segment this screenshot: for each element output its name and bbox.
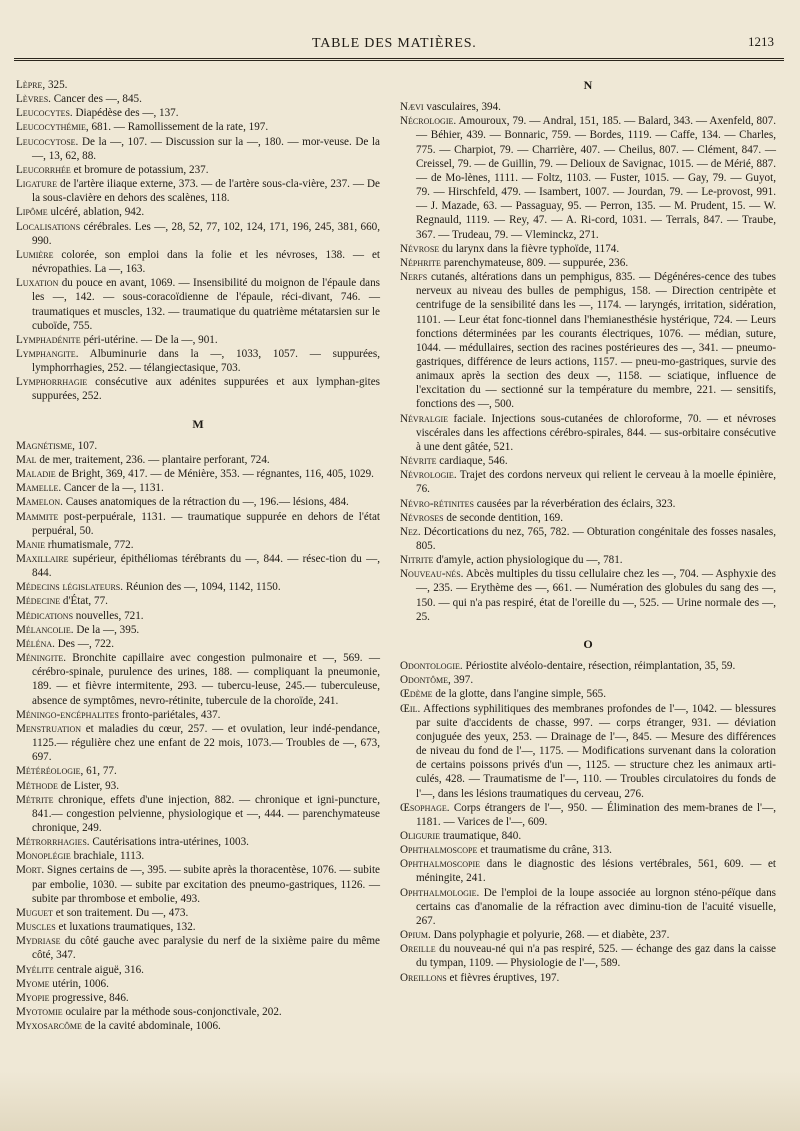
entry-text: cérébrales. Les —, 28, 52, 77, 102, 124, 171, 196, 245, 381, 660, 990. [32, 220, 380, 247]
index-entry [16, 651, 380, 708]
entry-text: Périostite alvéolo-dentaire, résection, réimplantation, 35, 59. [462, 660, 736, 673]
index-entry [16, 1005, 380, 1019]
entry-text: de la cavité abdominale, 1006. [81, 1020, 221, 1033]
entry-term: Manie [16, 538, 46, 551]
entry-term: Maxillaire [16, 553, 69, 565]
entry-term: Odontôme, [400, 674, 451, 687]
index-entry [400, 801, 776, 829]
entry-text: du pouce en avant, 1069. — Insensibilité du moignon de l'épaule dans les —, 142. — sous-coracoïdienne de l'épaule, réci-divant, 746. — traumatiques et muscles, 132. — traumatique du quatrième métatarsien sur le cuboïde, 755. [32, 277, 380, 332]
entry-text: colorée, son emploi dans la folie et les névroses, 138. — et névropathies. La —, 163. [32, 248, 380, 276]
entry-text: péri-utérine. — De la —, 901. [80, 333, 218, 346]
index-entry [16, 333, 380, 347]
entry-term: Ophthalmoscope [400, 844, 478, 857]
entry-term: Menstruation [16, 722, 82, 735]
entry-term: Mammite [16, 510, 59, 523]
index-entry [16, 220, 380, 248]
index-entry [16, 779, 380, 793]
index-entry [400, 412, 776, 454]
entry-term: Nerfs [400, 271, 428, 284]
entry-term: Leucocytes. [16, 107, 73, 120]
index-entry [400, 702, 776, 801]
index-entry [16, 764, 380, 778]
index-entry [400, 100, 776, 114]
index-entry [400, 687, 776, 701]
entry-text: et maladies du cœur, 257. — et ovulation, leur indé-pendance, 1125.— régulière chez une enfant de 22 mois, 1073.— Troubles de —, 673, 697. [32, 722, 380, 764]
entry-term: Leucorrhée [16, 163, 71, 176]
entry-term: Nævi [400, 101, 424, 114]
index-entry [16, 920, 380, 934]
header-rule [14, 58, 784, 61]
index-entry [400, 886, 776, 928]
entry-text: post-perpuérale, 1131. — traumatique suppurée en dehors de l'état perpuéral, 50. [32, 510, 380, 537]
entry-term: Mélancolie. [16, 623, 74, 636]
index-entry [400, 525, 776, 553]
index-entry [16, 92, 380, 106]
entry-text: Cancer de la —, 1131. [61, 482, 164, 495]
index-entry [16, 467, 380, 481]
index-entry [400, 928, 776, 942]
entry-text: et fièvres éruptives, 197. [446, 971, 560, 984]
entry-text: Réunion des —, 1094, 1142, 1150. [123, 581, 281, 594]
index-entry [400, 659, 776, 673]
index-entry [16, 991, 380, 1005]
index-entry [16, 481, 380, 495]
entry-term: Myélite [16, 963, 54, 976]
index-entry [16, 453, 380, 467]
entry-text: Trajet des cordons nerveux qui relient le cerveau à la moelle épinière, 76. [416, 469, 776, 496]
entry-text: De l'emploi de la loupe associée au lorgnon sténo-péïque dans certains cas d'anomalie de la réfraction avec diminu-tion de l'acuité visuelle, 267. [416, 886, 776, 927]
index-entry [16, 439, 380, 453]
entry-text: de l'artère iliaque externe, 373. — de l'artère sous-cla-vière, 237. — De la sous-clavière en dehors des scalènes, 118. [32, 178, 380, 205]
index-entry [400, 673, 776, 687]
index-entry [400, 553, 776, 567]
index-entry [16, 495, 380, 509]
entry-term: Muguet [16, 906, 54, 919]
entry-term: Mamelle. [16, 482, 62, 495]
entry-text: Abcès multiples du tissu cellulaire chez les —, 704. — Asphyxie des —, 235. — Erythème des —, 661. — Numération des globules du sang des —, 150. — qui n'a pas respiré, état de l'oreille du —, 525. — Urine normale des —, 25. [416, 568, 776, 623]
entry-text: 61, 77. [83, 765, 117, 778]
entry-term: Lèvres. [16, 93, 51, 106]
entry-term: Opium. [400, 929, 431, 942]
entry-term: Luxation [16, 277, 59, 290]
entry-text: du côté gauche avec paralysie du nerf de la sixième paire du même côté, 347. [32, 935, 380, 962]
entry-text: De la —, 395. [73, 623, 140, 636]
entry-term: Médications [16, 609, 74, 622]
entry-term: Mort. [16, 864, 45, 877]
entry-term: Myotomie [16, 1006, 63, 1018]
entry-text: cutanés, altérations dans un pemphigus, 835. — Dégénéres-cence des tubes nerveux au niveau des bulles de pemphigus, 158. — Direction centripète et centrifuge de la sensibilité dans les —, 1174. — laryngés, irritation, sidération, 1101. — Leur état fonc-tionnel dans l'hemianesthésie hystérique, 724. — Leurs fonctions déterminées par les courants électriques, 1076. — médian, suture, 1044. — médullaires, section des racines postérieures des —, 341. — pneumo-gastriques, différence de leurs actions, 1157. — pneu-mo-gastriques, survie des animaux après la section des deux —, 1158. — sciatique, influence de l'excitation du — sectionné sur la température du membre, 221. — sensitifs, fonctions des —, 500. [416, 271, 776, 411]
index-entry [400, 256, 776, 270]
entry-text: vasculaires, 394. [423, 101, 501, 114]
entry-text: de la glotte, dans l'angine simple, 565. [432, 688, 606, 701]
entry-text: 107. [74, 439, 98, 452]
index-entry [16, 163, 380, 177]
entry-text: de seconde dentition, 169. [443, 511, 564, 524]
entry-term: Névro-rétinites [400, 497, 474, 510]
entry-term: Nez. [400, 525, 421, 538]
entry-term: Lipôme [16, 206, 48, 219]
section-letter: O [583, 636, 593, 651]
entry-text: faciale. Injections sous-cutanées de chloroforme, 70. — et névroses viscérales dans les affections cérébro-spirales, 844. — sus-orbitaire consécutive à une dent gâtée, 521. [416, 412, 776, 453]
entry-text: Signes certains de —, 395. — subite après la thoracentèse, 1076. — subite par embolie, 1030. — subite par excitation des pneumo-gastriques, 1126. —subite par thrombose et embolie, 493. [32, 864, 380, 905]
entry-text: ulcéré, ablation, 942. [47, 206, 145, 219]
entry-text: 681. — Ramollissement de la rate, 197. [88, 121, 269, 134]
index-entry [16, 248, 380, 276]
index-entry [16, 963, 380, 977]
entry-term: Lymphadénite [16, 333, 81, 346]
entry-text: utérin, 1006. [49, 977, 109, 990]
entry-text: traumatique, 840. [440, 829, 522, 842]
entry-term: Œil. [400, 702, 421, 715]
index-entry [16, 906, 380, 920]
index-entry [400, 843, 776, 857]
entry-text: Causes anatomiques de la rétraction du —, 196.— lésions, 484. [62, 496, 349, 509]
entry-term: Névralgie [400, 412, 449, 425]
entry-text: Cautérisations intra-utérines, 1003. [89, 836, 249, 849]
index-entry [16, 78, 380, 92]
entry-text: consécutive aux adénites suppurées et aux lymphan-gites suppurées, 252. [32, 376, 380, 403]
entry-text: Corps étrangers de l'—, 950. — Élimination des mem-branes de l'—, 1181. — Varices de l'—, 609. [416, 801, 776, 828]
entry-text: et bromure de potassium, 237. [70, 163, 209, 176]
index-entry [16, 135, 380, 163]
index-entry [16, 609, 380, 623]
entry-term: Nitrite [400, 554, 434, 567]
index-entry [16, 552, 380, 580]
index-entry [16, 849, 380, 863]
entry-text: de Lister, 93. [57, 779, 120, 792]
entry-term: Nouveau-nés. [400, 568, 464, 581]
entry-text: du larynx dans la fièvre typhoïde, 1174. [439, 242, 620, 255]
entry-term: Œdème [400, 688, 433, 701]
section-letter: N [583, 78, 593, 92]
entry-term: Muscles [16, 921, 56, 934]
entry-text: et traumatisme du crâne, 313. [477, 844, 612, 857]
entry-term: Oreille [400, 943, 436, 956]
running-title: TABLE DES MATIÈRES. [312, 36, 477, 51]
index-entry [16, 835, 380, 849]
index-entry [16, 1019, 380, 1033]
entry-text: rhumatismale, 772. [45, 538, 134, 551]
entry-term: Météréologie, [16, 765, 84, 778]
entry-text: d'amyle, action physiologique du —, 781. [433, 554, 623, 567]
index-entry [16, 594, 380, 608]
entry-term: Ophthalmoscopie [400, 858, 481, 871]
index-entry [400, 270, 776, 412]
index-entry [16, 977, 380, 991]
index-entry [400, 497, 776, 511]
index-entry [400, 242, 776, 256]
entry-term: Lèpre, [16, 79, 46, 91]
entry-term: Oreillons [400, 971, 447, 984]
entry-text: parenchymateuse, 809. — suppurée, 236. [440, 256, 629, 269]
entry-term: Médecine [16, 595, 61, 608]
entry-term: Odontologie. [400, 660, 463, 673]
index-entry [400, 857, 776, 885]
index-entry [16, 934, 380, 962]
index-entry [16, 276, 380, 333]
entry-text: dans le diagnostic des lésions vertébrales, 561, 609. — et méningite, 241. [416, 858, 776, 885]
entry-text: causées par la réverbération des éclairs, 323. [473, 497, 676, 510]
entry-term: Lymphorrhagie [16, 376, 88, 389]
index-entry [16, 637, 380, 651]
entry-term: Oligurie [400, 829, 441, 842]
entry-term: Mal [16, 453, 37, 466]
entry-text: Albuminurie dans la —, 1033, 1057. — suppurées, lymphorrhagies, 252. — télangiectasique, 703. [32, 347, 380, 375]
entry-term: Névrologie. [400, 469, 457, 482]
index-entry [16, 120, 380, 134]
entry-term: Lymphangite. [16, 347, 79, 360]
entry-text: et luxations traumatiques, 132. [55, 921, 196, 934]
entry-text: fronto-pariétales, 437. [118, 708, 221, 721]
index-entry [16, 623, 380, 637]
index-column-left [16, 78, 380, 1033]
entry-text: de Bright, 369, 417. — de Ménière, 353. — régnantes, 116, 405, 1029. [55, 468, 374, 481]
index-column-right [400, 78, 776, 985]
entry-text: Diapédèse des —, 137. [72, 107, 179, 120]
index-entry [16, 510, 380, 538]
entry-text: centrale aiguë, 316. [53, 963, 144, 976]
index-entry [400, 829, 776, 843]
entry-text: 325. [45, 79, 68, 91]
entry-text: Cancer des —, 845. [50, 93, 142, 106]
entry-term: Ligature [16, 178, 58, 191]
entry-term: Maladie [16, 468, 56, 481]
index-entry [400, 567, 776, 624]
index-entry [16, 793, 380, 835]
entry-term: Névrose [400, 242, 440, 255]
index-entry [16, 106, 380, 120]
entry-text: Amouroux, 79. — Andral, 151, 185. — Balard, 343. — Axenfeld, 807. — Béhier, 439. — Bonnaric, 759. — Bordes, 1119. — Caffe, 134. — Charles, 775. — Charpiot, 79. — Charrière, 407. — Cheilus, 807. — Clément, 847. — Creissel, 79. — de Guillin, 79. — Delioux de Savignac, 1015. — de Mérié, 887. — de Mo-lènes, 1111. — Foltz, 1103. — Fuster, 1015. — Gay, 79. — Guyot, 79. — Hirschfeld, 479. — Isambert, 1007. — Jourdan, 79. — Le-provost, 991. — J. Mazade, 63. — Passaguay, 95. — Perron, 135. — M. Prudent, 15. — W. Regnauld, 1119. — Rey, 47. — A. Ri-cord, 1031. — Terrals, 847. — Traube, 367. — Trudeau, 79. — Vleminckz, 271. [416, 115, 776, 241]
entry-text: du nouveau-né qui n'a pas respiré, 525. — échange des gaz dans la caisse du tympan, 1109. — Physiologie de l'—, 589. [416, 943, 776, 970]
entry-text: Bronchite capillaire avec congestion pulmonaire et —, 569. — cérébro-spinale, purulence des urines, 188. — compliquant la pneumonie, 189. — et fièvre intermitente, 293. — tubercu-leuse, 245.— tuberculeuse, absence de symptômes, nevro-rétinite, tubercule de la choroïde, 241. [32, 652, 380, 707]
entry-text: Dans polyphagie et polyurie, 268. — et diabète, 237. [430, 929, 670, 942]
entry-text: De la —, 107. — Discussion sur la —, 180. — mor-veuse. De la —, 13, 62, 88. [32, 135, 380, 162]
entry-term: Métrorrhagies. [16, 836, 90, 849]
entry-text: progressive, 846. [49, 991, 129, 1004]
entry-term: Leucocythémie, [16, 121, 89, 134]
index-entry [16, 177, 380, 205]
index-entry [400, 114, 776, 241]
entry-text: de mer, traitement, 236. — plantaire perforant, 724. [36, 453, 270, 466]
index-entry [16, 375, 380, 403]
entry-term: Leucocytose. [16, 135, 79, 148]
index-entry [16, 708, 380, 722]
index-entry [400, 942, 776, 970]
entry-term: Névrite [400, 455, 437, 468]
entry-term: Néphrite [400, 256, 441, 269]
entry-term: Mydriase [16, 935, 61, 948]
entry-term: Méthode [16, 779, 58, 792]
entry-text: Décortications du nez, 765, 782. — Obturation congénitale des fosses nasales, 805. [416, 525, 776, 552]
index-entry [16, 722, 380, 764]
entry-term: Nécrologie. [400, 115, 457, 128]
index-entry [16, 538, 380, 552]
index-entry [16, 863, 380, 905]
entry-text: et son traitement. Du —, 473. [53, 906, 189, 919]
page-foxing [0, 1071, 800, 1131]
entry-text: d'État, 77. [60, 595, 108, 608]
entry-text: Des —, 722. [54, 637, 115, 650]
entry-term: Ophthalmologie. [400, 886, 480, 899]
entry-term: Mamelon. [16, 496, 63, 509]
entry-text: oculaire par la méthode sous-conjonctivale, 202. [62, 1006, 282, 1018]
index-entry [400, 454, 776, 468]
entry-term: Méningo-encéphalites [16, 708, 119, 721]
section-letter: M [192, 416, 204, 431]
index-entry [400, 468, 776, 496]
entry-term: Métrite [16, 793, 54, 806]
entry-text: chronique, effets d'une injection, 882. — chronique et igni-puncture, 841.— congestion pelvienne, physiologique et —, 444. — parenchymateuse chronique, 249. [32, 793, 380, 834]
entry-term: Méningite. [16, 652, 67, 665]
index-entry [400, 511, 776, 525]
entry-text: Affections syphilitiques des membranes profondes de l'—, 1042. — blessures par suite d'accidents de chasse, 997. — corps étranger, 931. — déviation conjuguée des yeux, 253. — Drainage de l'—, 845. — Mesure des différences de niveau du fond de l'—, 1175. — Modifications survenant dans la coloration de certains poissons privés d'un —, 1125. — structure chez les animaux arti-culés, 428. — Traumatisme de l'—, 110. — Troubles circulatoires du fonds de l'—, dans les lésions traumatiques du cerveau, 276. [416, 702, 776, 800]
page-number: 1213 [748, 34, 774, 49]
entry-term: Monoplégie [16, 850, 71, 863]
entry-term: Magnétisme, [16, 439, 75, 452]
entry-text: supérieur, épithéliomas térébrants du —, 844. — résec-tion du —, 844. [32, 553, 380, 580]
entry-term: Médecins législateurs. [16, 581, 124, 594]
entry-text: nouvelles, 721. [73, 609, 144, 622]
entry-term: Myome [16, 977, 50, 990]
entry-term: Localisations [16, 220, 81, 233]
entry-term: Œsophage. [400, 801, 450, 814]
index-entry [16, 580, 380, 594]
entry-text: 397. [450, 674, 474, 687]
entry-term: Myopie [16, 991, 50, 1004]
entry-term: Névroses [400, 511, 444, 524]
entry-text: brachiale, 1113. [70, 850, 145, 863]
page-header [0, 36, 800, 58]
index-entry [16, 347, 380, 375]
entry-term: Lumière [16, 248, 54, 261]
index-entry [16, 205, 380, 219]
index-entry [400, 971, 776, 985]
entry-term: Myxosarcôme [16, 1020, 82, 1033]
entry-text: cardiaque, 546. [436, 455, 508, 468]
entry-term: Méléna. [16, 637, 55, 650]
